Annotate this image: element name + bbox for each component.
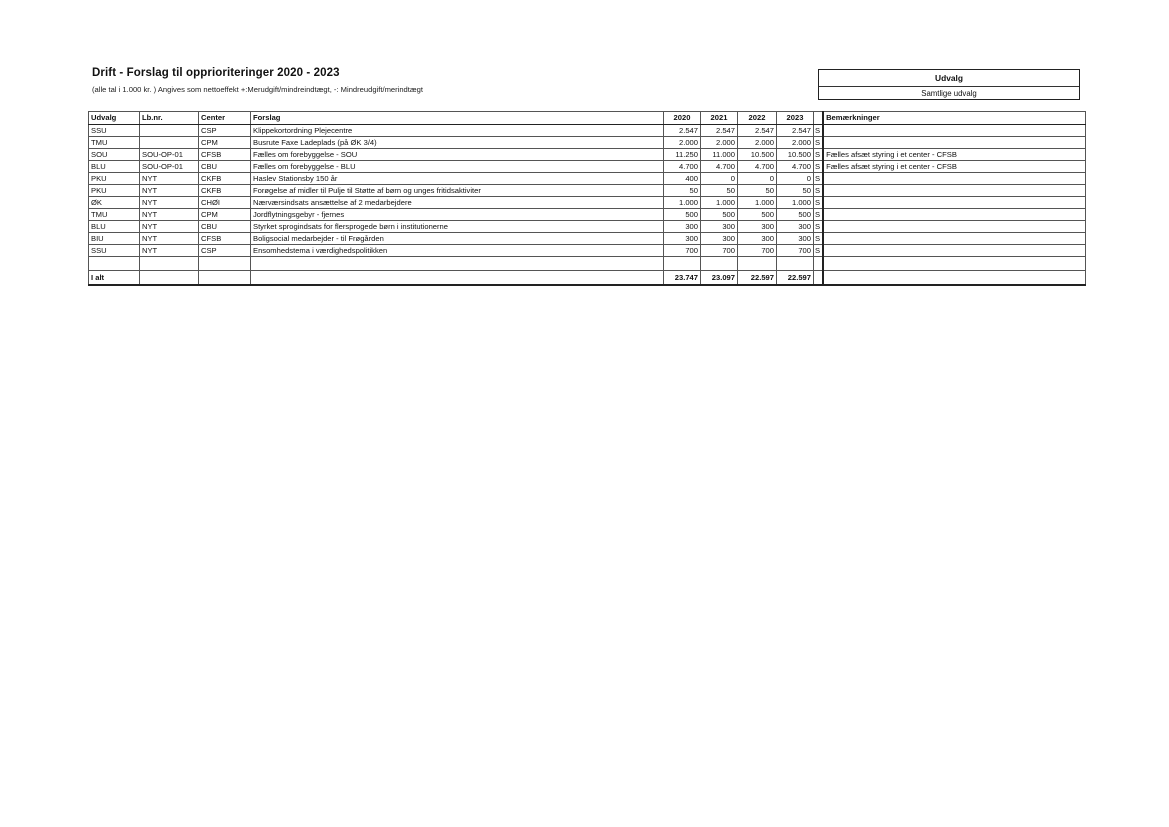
cell-udvalg: PKU (89, 173, 140, 185)
cell-lbnr: NYT (140, 209, 199, 221)
cell-2023: 700 (777, 245, 814, 257)
cell-flag: S (814, 245, 824, 257)
cell-forslag: Boligsocial medarbejder - til Frøgården (251, 233, 664, 245)
cell-remarks (823, 185, 1085, 197)
cell-udvalg: SSU (89, 245, 140, 257)
cell-2022: 10.500 (738, 149, 777, 161)
col-header-udvalg: Udvalg (89, 112, 140, 125)
table-row (89, 137, 1086, 149)
cell-forslag: Haslev Stationsby 150 år (251, 173, 664, 185)
cell-udvalg: BLU (89, 161, 140, 173)
col-header-remarks: Bemærkninger (823, 112, 1085, 125)
cell-center: CPM (199, 137, 251, 149)
cell-center: CSP (199, 125, 251, 137)
col-header-forslag: Forslag (251, 112, 664, 125)
cell-2023: 300 (777, 233, 814, 245)
cell-lbnr: NYT (140, 185, 199, 197)
cell-lbnr: SOU-OP-01 (140, 149, 199, 161)
total-2022: 22.597 (738, 271, 777, 286)
cell-flag: S (814, 185, 824, 197)
cell-forslag: Nærværsindsats ansættelse af 2 medarbejdere (251, 197, 664, 209)
cell-udvalg: BIU (89, 233, 140, 245)
col-header-2021: 2021 (701, 112, 738, 125)
cell-2023: 500 (777, 209, 814, 221)
cell-forslag: Jordflytningsgebyr - fjernes (251, 209, 664, 221)
table-row (89, 185, 1086, 197)
cell-remarks (823, 137, 1085, 149)
cell-2023: 300 (777, 221, 814, 233)
cell-remarks (823, 173, 1085, 185)
document-title: Drift - Forslag til opprioriteringer 2020 - 2023 (92, 67, 340, 79)
cell-2020: 1.000 (664, 197, 701, 209)
total-row (89, 271, 1086, 286)
udvalg-filter-box (818, 69, 1080, 100)
cell-2021: 2.547 (701, 125, 738, 137)
cell-2020: 4.700 (664, 161, 701, 173)
cell-flag: S (814, 161, 824, 173)
cell-center: CFSB (199, 233, 251, 245)
cell-2021: 300 (701, 233, 738, 245)
col-header-flag (814, 112, 824, 125)
cell-lbnr: NYT (140, 197, 199, 209)
cell-2023: 1.000 (777, 197, 814, 209)
cell-remarks (823, 209, 1085, 221)
cell-flag: S (814, 221, 824, 233)
cell-2022: 500 (738, 209, 777, 221)
cell-2022: 0 (738, 173, 777, 185)
table-row (89, 209, 1086, 221)
col-header-lbnr: Lb.nr. (140, 112, 199, 125)
cell-forslag: Ensomhedstema i værdighedspolitikken (251, 245, 664, 257)
blank-row (89, 257, 1086, 271)
col-header-2022: 2022 (738, 112, 777, 125)
cell-center: CBU (199, 221, 251, 233)
proposals-table (88, 111, 1086, 286)
cell-lbnr: NYT (140, 245, 199, 257)
cell-remarks: Fælles afsæt styring i et center - CFSB (823, 149, 1085, 161)
total-2023: 22.597 (777, 271, 814, 286)
cell-2022: 4.700 (738, 161, 777, 173)
cell-center: CHØI (199, 197, 251, 209)
cell-2022: 300 (738, 233, 777, 245)
table-row (89, 173, 1086, 185)
cell-lbnr: NYT (140, 221, 199, 233)
cell-flag: S (814, 125, 824, 137)
cell-forslag: Klippekortordning Plejecentre (251, 125, 664, 137)
table-row (89, 221, 1086, 233)
cell-2020: 11.250 (664, 149, 701, 161)
cell-remarks (823, 197, 1085, 209)
cell-forslag: Forøgelse af midler til Pulje til Støtte af børn og unges fritidsaktiviter (251, 185, 664, 197)
cell-center: CBU (199, 161, 251, 173)
cell-2021: 700 (701, 245, 738, 257)
cell-udvalg: PKU (89, 185, 140, 197)
cell-center: CPM (199, 209, 251, 221)
cell-flag: S (814, 197, 824, 209)
table-header-row (89, 112, 1086, 125)
cell-2022: 50 (738, 185, 777, 197)
total-2021: 23.097 (701, 271, 738, 286)
cell-2020: 2.547 (664, 125, 701, 137)
cell-2021: 11.000 (701, 149, 738, 161)
cell-center: CFSB (199, 149, 251, 161)
col-header-center: Center (199, 112, 251, 125)
cell-2021: 2.000 (701, 137, 738, 149)
col-header-2023: 2023 (777, 112, 814, 125)
cell-2023: 2.000 (777, 137, 814, 149)
table-row (89, 149, 1086, 161)
cell-2020: 300 (664, 233, 701, 245)
cell-2021: 300 (701, 221, 738, 233)
cell-udvalg: TMU (89, 209, 140, 221)
cell-udvalg: SOU (89, 149, 140, 161)
cell-2021: 4.700 (701, 161, 738, 173)
cell-forslag: Fælles om forebyggelse - BLU (251, 161, 664, 173)
table-row (89, 161, 1086, 173)
cell-lbnr: NYT (140, 233, 199, 245)
table-row (89, 245, 1086, 257)
cell-2020: 300 (664, 221, 701, 233)
col-header-2020: 2020 (664, 112, 701, 125)
cell-center: CSP (199, 245, 251, 257)
cell-2021: 50 (701, 185, 738, 197)
cell-2020: 700 (664, 245, 701, 257)
cell-lbnr: SOU-OP-01 (140, 161, 199, 173)
udvalg-filter-label: Udvalg (819, 70, 1079, 87)
cell-flag: S (814, 233, 824, 245)
cell-2021: 500 (701, 209, 738, 221)
total-label: I alt (89, 271, 140, 286)
total-2020: 23.747 (664, 271, 701, 286)
cell-forslag: Busrute Faxe Ladeplads (på ØK 3/4) (251, 137, 664, 149)
cell-forslag: Fælles om forebyggelse - SOU (251, 149, 664, 161)
cell-2022: 2.547 (738, 125, 777, 137)
cell-2020: 2.000 (664, 137, 701, 149)
cell-lbnr: NYT (140, 173, 199, 185)
udvalg-filter-value[interactable]: Samtlige udvalg (921, 89, 977, 98)
cell-2022: 700 (738, 245, 777, 257)
cell-2023: 2.547 (777, 125, 814, 137)
cell-2021: 0 (701, 173, 738, 185)
cell-remarks: Fælles afsæt styring i et center - CFSB (823, 161, 1085, 173)
cell-remarks (823, 245, 1085, 257)
cell-center: CKFB (199, 173, 251, 185)
table-row (89, 233, 1086, 245)
table-row (89, 197, 1086, 209)
cell-lbnr (140, 137, 199, 149)
cell-2023: 4.700 (777, 161, 814, 173)
cell-2020: 400 (664, 173, 701, 185)
cell-2022: 1.000 (738, 197, 777, 209)
cell-remarks (823, 233, 1085, 245)
cell-2022: 2.000 (738, 137, 777, 149)
cell-flag: S (814, 209, 824, 221)
cell-flag: S (814, 173, 824, 185)
cell-center: CKFB (199, 185, 251, 197)
cell-flag: S (814, 137, 824, 149)
cell-udvalg: ØK (89, 197, 140, 209)
cell-2022: 300 (738, 221, 777, 233)
cell-2023: 0 (777, 173, 814, 185)
cell-remarks (823, 125, 1085, 137)
cell-2023: 10.500 (777, 149, 814, 161)
cell-udvalg: TMU (89, 137, 140, 149)
cell-udvalg: SSU (89, 125, 140, 137)
cell-2021: 1.000 (701, 197, 738, 209)
document-subtitle: (alle tal i 1.000 kr. ) Angives som nettoeffekt +:Merudgift/mindreindtægt, -: Mindreudgift/merindtægt (92, 85, 423, 94)
cell-lbnr (140, 125, 199, 137)
cell-2023: 50 (777, 185, 814, 197)
table-row (89, 125, 1086, 137)
cell-remarks (823, 221, 1085, 233)
cell-2020: 500 (664, 209, 701, 221)
cell-2020: 50 (664, 185, 701, 197)
cell-flag: S (814, 149, 824, 161)
cell-forslag: Styrket sprogindsats for flersprogede børn i institutionerne (251, 221, 664, 233)
cell-udvalg: BLU (89, 221, 140, 233)
